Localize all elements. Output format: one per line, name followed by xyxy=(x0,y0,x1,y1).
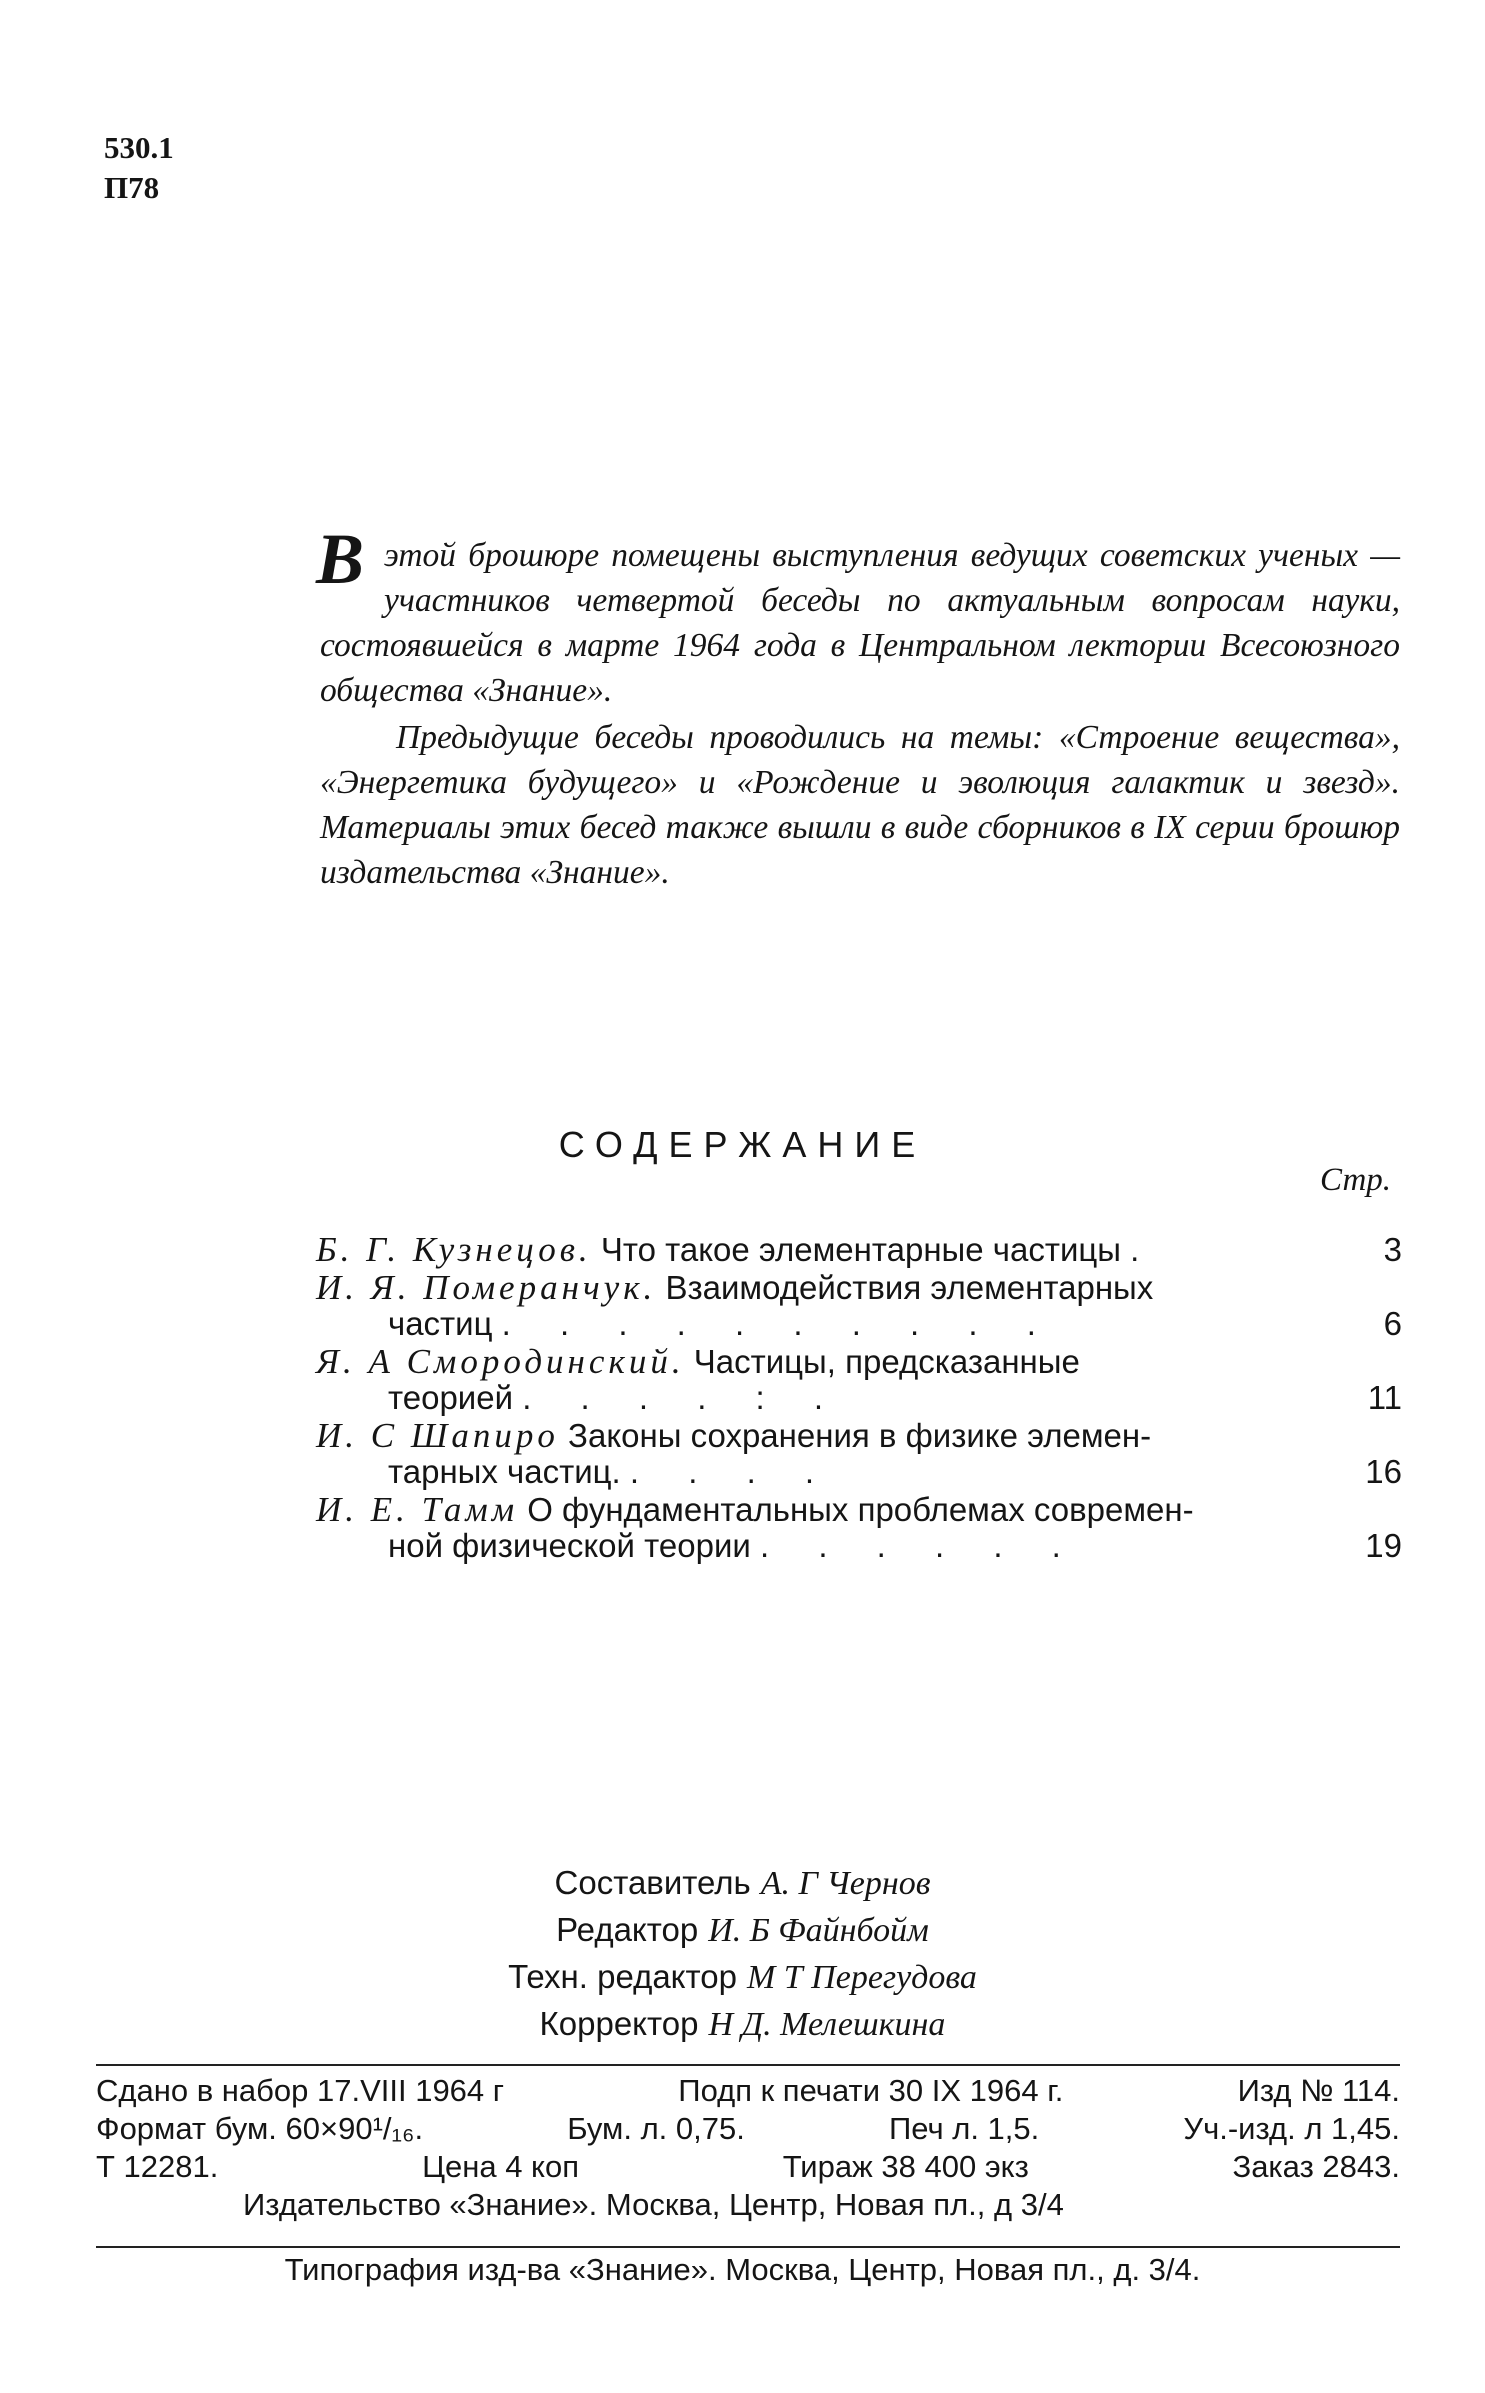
contents-entry xyxy=(316,1344,1402,1416)
credit-name: И. Б Файнбойм xyxy=(708,1912,929,1949)
entry-title: Что такое элементарные частицы xyxy=(600,1231,1121,1268)
printer-line: Типография изд-ва «Знание». Москва, Центр, Новая пл., д. 3/4. xyxy=(284,2252,1201,2287)
credit-name: Н Д. Мелешкина xyxy=(708,2006,946,2043)
imprint-publisher: Издательство «Знание». Москва, Центр, Новая пл., д 3/4 xyxy=(243,2187,1064,2222)
imprint-bottom-rule xyxy=(96,2246,1400,2248)
entry-title-cont: частиц xyxy=(388,1305,493,1342)
annotation-paragraph-2: Предыдущие беседы проводились на темы: «Строение вещества», «Энергетика будущего» и «Рождение и эволюция галактик и звезд». Материалы этих бесед также вышли в виде сборников в IX серии брошюр издательства «Знание». xyxy=(320,719,1400,891)
credit-name: А. Г Чернов xyxy=(760,1865,931,1902)
entry-title: Частицы, предсказанные xyxy=(693,1343,1080,1380)
entry-page: 19 xyxy=(1365,1527,1402,1564)
imprint-paper-format: Формат бум. 60×90¹/₁₆. xyxy=(96,2111,424,2146)
entry-page: 11 xyxy=(1367,1379,1402,1416)
entry-leader: . . . . : . xyxy=(522,1379,844,1416)
imprint-edition-number: Изд № 114. xyxy=(1237,2073,1400,2108)
credit-tech-editor xyxy=(0,1954,1485,2001)
entry-page: 6 xyxy=(1383,1305,1402,1342)
entry-page: 16 xyxy=(1365,1453,1402,1490)
credit-role: Корректор xyxy=(539,2005,699,2042)
entry-title-cont: ной физической теории xyxy=(388,1527,751,1564)
annotation-text-1: этой брошюре помещены выступления ведущих советских ученых — участников четвертой беседы по актуальным вопросам науки, состоявшейся в марте 1964 года в Центральном лектории Всесоюзного общества «Знание». xyxy=(320,537,1400,709)
entry-author: И. Я. Померанчук. xyxy=(316,1268,657,1307)
entry-leader: . . . . . . xyxy=(759,1527,1081,1564)
contents-entry xyxy=(316,1418,1402,1490)
imprint-print-run: Тираж 38 400 экз xyxy=(782,2149,1029,2184)
contents-list xyxy=(316,1232,1402,1566)
imprint-price: Цена 4 коп xyxy=(422,2149,579,2184)
imprint-order: Заказ 2843. xyxy=(1232,2149,1400,2184)
credit-role: Составитель xyxy=(554,1864,751,1901)
entry-author: Б. Г. Кузнецов. xyxy=(316,1230,592,1269)
imprint-row xyxy=(96,2186,1400,2224)
udc-line-1: 530.1 xyxy=(104,130,174,165)
imprint-t-number: Т 12281. xyxy=(96,2149,219,2184)
contents-entry xyxy=(316,1270,1402,1342)
imprint-signed-date: Подп к печати 30 IX 1964 г. xyxy=(678,2073,1064,2108)
imprint-row xyxy=(96,2148,1400,2186)
credit-editor xyxy=(0,1907,1485,1954)
entry-page: 3 xyxy=(1383,1231,1402,1268)
entry-leader: . . . . xyxy=(629,1453,835,1490)
udc-code xyxy=(104,128,174,208)
credit-proofreader xyxy=(0,2001,1485,2048)
contents-entry xyxy=(316,1232,1402,1268)
entry-title-cont: тарных частиц. xyxy=(388,1453,621,1490)
entry-title: О фундаментальных проблемах современ- xyxy=(527,1491,1194,1528)
entry-title-cont: теорией xyxy=(388,1379,514,1416)
credit-name: М Т Перегудова xyxy=(746,1959,977,1996)
annotation xyxy=(316,519,1400,895)
imprint-row xyxy=(96,2110,1400,2148)
imprint-top-rule xyxy=(96,2064,1400,2066)
imprint-row xyxy=(96,2072,1400,2110)
entry-author: И. Е. Тамм xyxy=(316,1490,519,1529)
annotation-paragraph-1 xyxy=(316,519,1400,713)
credits xyxy=(0,1860,1485,2048)
imprint-publisher-sheets: Уч.-изд. л 1,45. xyxy=(1183,2111,1400,2146)
entry-author: И. С Шапиро xyxy=(316,1416,559,1455)
imprint-paper-sheets: Бум. л. 0,75. xyxy=(567,2111,745,2146)
entry-leader: . xyxy=(1130,1231,1160,1268)
credit-role: Техн. редактор xyxy=(508,1958,737,1995)
entry-title: Взаимодействия элементарных xyxy=(665,1269,1154,1306)
imprint-print-sheets: Печ л. 1,5. xyxy=(888,2111,1040,2146)
drop-cap: В xyxy=(316,519,365,599)
imprint-typeset-date: Сдано в набор 17.VIII 1964 г xyxy=(96,2073,505,2108)
contents-entry xyxy=(316,1492,1402,1564)
credit-compiler xyxy=(0,1860,1485,1907)
udc-line-2: П78 xyxy=(104,170,160,205)
imprint xyxy=(96,2072,1400,2224)
credit-role: Редактор xyxy=(556,1911,699,1948)
contents-page-label: Стр. xyxy=(1320,1162,1392,1198)
entry-leader: . . . . . . . . . . xyxy=(501,1305,1056,1342)
entry-author: Я. А Смородинский. xyxy=(316,1342,685,1381)
contents-heading: СОДЕРЖАНИЕ xyxy=(558,1124,927,1165)
entry-title: Законы сохранения в физике элемен- xyxy=(568,1417,1152,1454)
